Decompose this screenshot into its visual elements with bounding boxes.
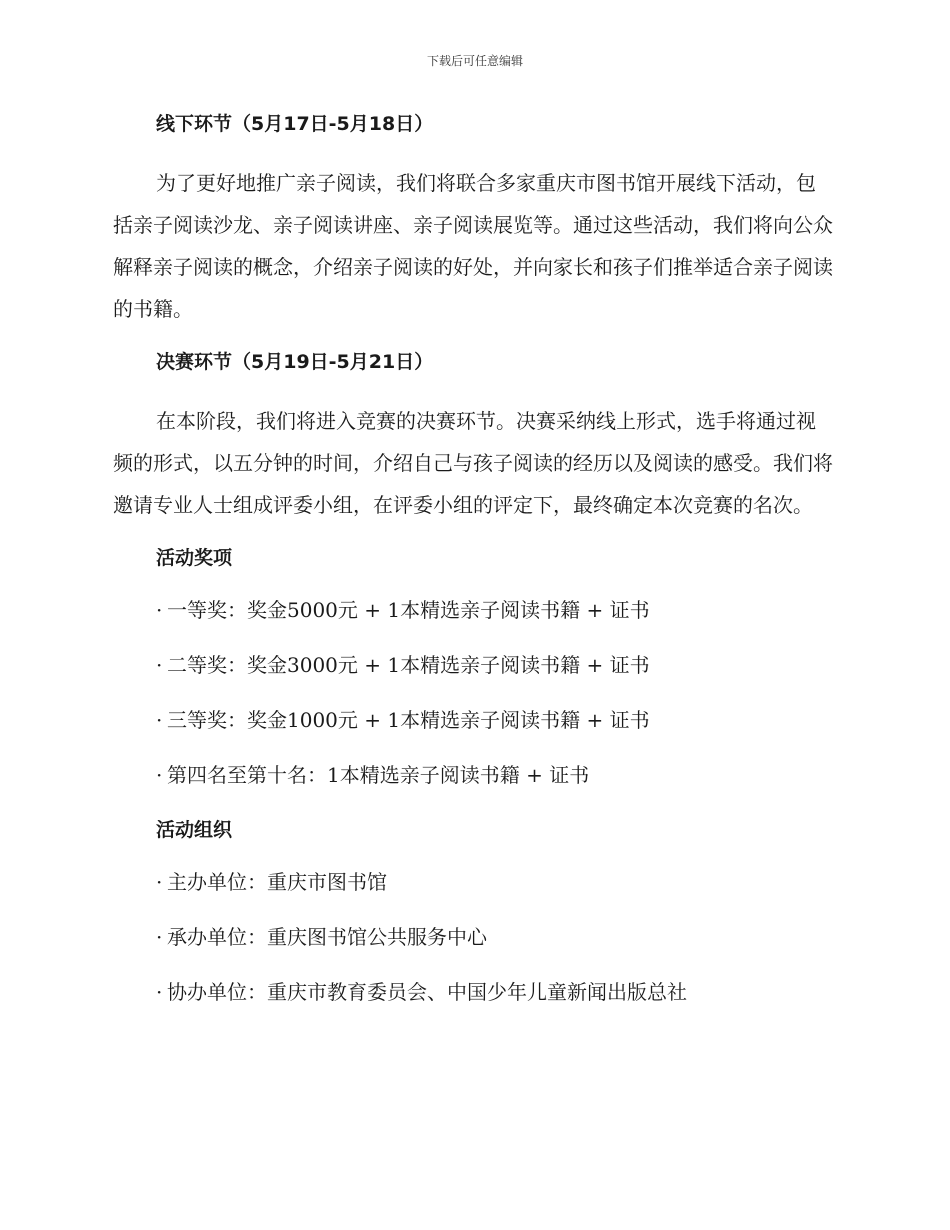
bullet-dot: · [156, 925, 163, 949]
award-item-third [113, 706, 835, 734]
section-heading-offline: 线下环节（5月17日-5月18日） [156, 113, 434, 135]
org-item-co-organizer [113, 978, 835, 1006]
section-heading-organization: 活动组织 [156, 819, 233, 841]
page-header: 下载后可任意编辑 [426, 54, 523, 68]
award-item-text: 一等奖：奖金5000元 + 1本精选亲子阅读书籍 + 证书 [167, 598, 650, 622]
section-paragraph-final: 在本阶段，我们将进入竞赛的决赛环节。决赛采纳线上形式，选手将通过视频的形式，以五分钟的时间，介绍自己与孩子阅读的经历以及阅读的感受。我们将邀请专业人士组成评委小组，在评委小组的评定下，最终确定本次竞赛的名次。 [113, 409, 833, 517]
bullet-dot: · [156, 653, 163, 677]
document-body [113, 110, 835, 1033]
section-paragraph-offline: 为了更好地推广亲子阅读，我们将联合多家重庆市图书馆开展线下活动，包括亲子阅读沙龙、亲子阅读讲座、亲子阅读展览等。通过这些活动，我们将向公众解释亲子阅读的概念，介绍亲子阅读的好处，并向家长和孩子们推举适合亲子阅读的书籍。 [113, 171, 833, 321]
bullet-dot: · [156, 980, 163, 1004]
org-item-text: 承办单位：重庆图书馆公共服务中心 [167, 925, 487, 949]
section-heading-final: 决赛环节（5月19日-5月21日） [156, 351, 434, 373]
org-item-organizer [113, 923, 835, 951]
bullet-dot: · [156, 870, 163, 894]
org-item-host [113, 868, 835, 896]
award-item-text: 三等奖：奖金1000元 + 1本精选亲子阅读书籍 + 证书 [167, 708, 650, 732]
org-item-text: 主办单位：重庆市图书馆 [167, 870, 387, 894]
award-item-first [113, 596, 835, 624]
bullet-dot: · [156, 763, 163, 787]
bullet-dot: · [156, 708, 163, 732]
award-item-fourth-to-tenth [113, 761, 835, 789]
award-item-text: 第四名至第十名：1本精选亲子阅读书籍 + 证书 [167, 763, 590, 787]
bullet-dot: · [156, 598, 163, 622]
award-item-second [113, 651, 835, 679]
award-item-text: 二等奖：奖金3000元 + 1本精选亲子阅读书籍 + 证书 [167, 653, 650, 677]
org-item-text: 协办单位：重庆市教育委员会、中国少年儿童新闻出版总社 [167, 980, 687, 1004]
section-heading-awards: 活动奖项 [156, 547, 233, 569]
